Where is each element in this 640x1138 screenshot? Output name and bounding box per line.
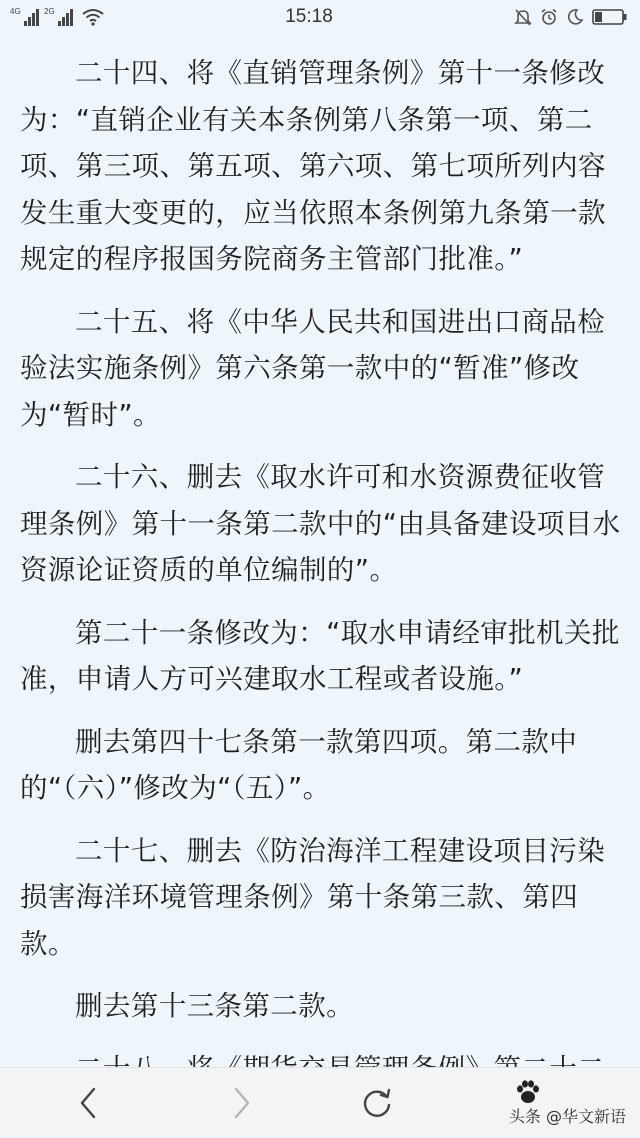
back-arrow-icon [76,1085,100,1121]
article-paragraph: 二十六、删去《取水许可和水资源费征收管理条例》第十一条第二款中的“由具备建设项目水资源论证资质的单位编制的”。 [20,461,621,586]
menu-button[interactable] [488,1068,568,1138]
paw-icon [514,1078,542,1106]
back-button[interactable] [48,1068,128,1138]
battery-icon [592,8,628,26]
alarm-icon [540,8,558,26]
refresh-icon [360,1086,394,1120]
article-paragraph: 第二十一条修改为：“取水申请经审批机关批准，申请人方可兴建取水工程或者设施。” [20,616,620,695]
article-content[interactable] [20,34,626,1067]
watermark-label: 头条 @华文新语 [508,1107,626,1126]
sim2-network-label: 2G [44,7,55,16]
wifi-icon [82,8,104,26]
status-right [498,8,628,26]
status-bar [0,0,640,34]
signal-icon [44,8,74,26]
status-clock: 15:18 [285,6,333,27]
article-paragraph: 删去第十三条第二款。 [75,990,354,1022]
refresh-button[interactable] [337,1068,417,1138]
moon-icon [566,8,584,26]
article-paragraph: 删去第四十七条第一款第四项。第二款中的“（六）”修改为“（五）”。 [20,725,578,804]
signal-icon [10,8,40,26]
mute-icon [514,8,532,26]
article-paragraph: 二十七、删去《防治海洋工程建设项目污染损害海洋环境管理条例》第十条第三款、第四款。 [20,834,606,960]
forward-button[interactable] [202,1068,282,1138]
article-paragraph: 二十五、将《中华人民共和国进出口商品检验法实施条例》第六条第一款中的“暂准”修改为“暂时”。 [20,305,606,431]
forward-arrow-icon [230,1085,254,1121]
browser-bottom-bar [0,1067,640,1137]
article-paragraph: 二十四、将《直销管理条例》第十一条修改为：“直销企业有关本条例第八条第一项、第二项、第三项、第五项、第六项、第七项所列内容发生重大变更的，应当依照本条例第九条第一款规定的程序报国务院商务主管部门批准。” [20,57,606,275]
sim1-network-label: 4G [10,7,21,16]
status-left [10,8,120,26]
